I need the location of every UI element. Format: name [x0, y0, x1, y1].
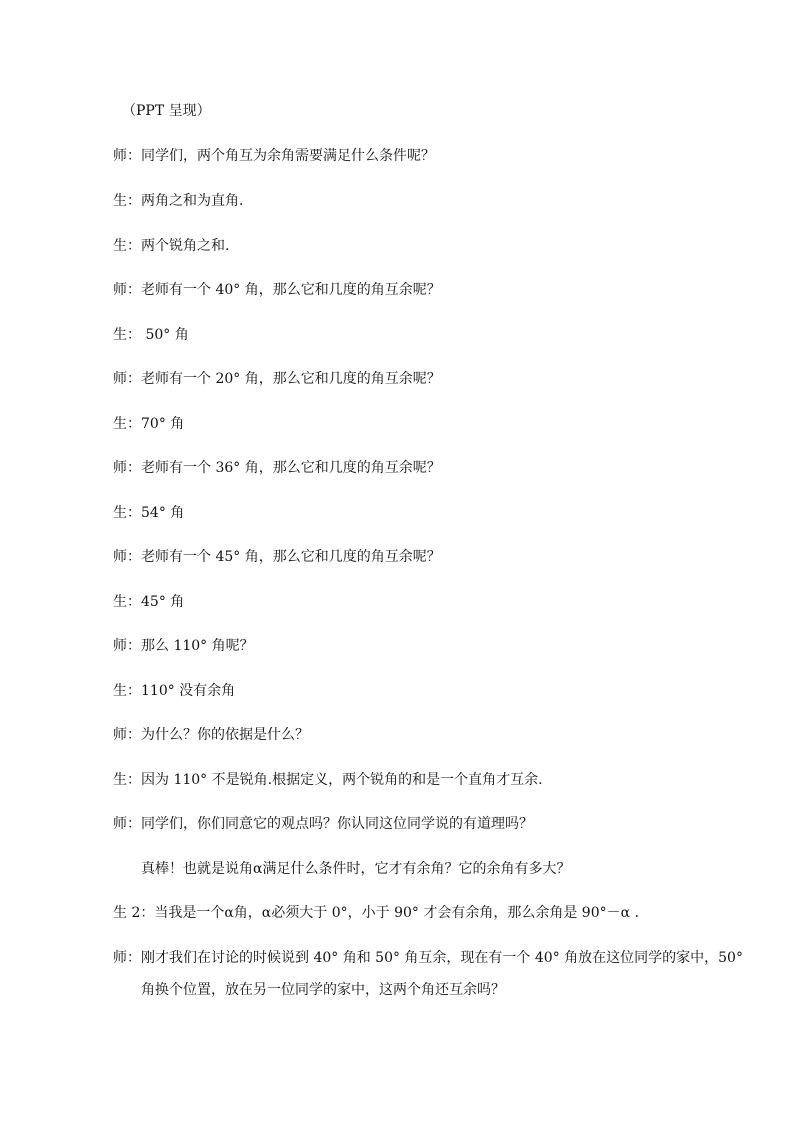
dialogue-line: 师：老师有一个 40° 角，那么它和几度的角互余呢？ — [113, 282, 441, 298]
dialogue-line-continuation: 角换个位置，放在另一位同学的家中，这两个角还互余吗？ — [141, 982, 505, 998]
dialogue-line: 真棒！也就是说角α满足什么条件时，它才有余角？它的余角有多大？ — [141, 861, 571, 877]
dialogue-line: 生 2：当我是一个α角，α必须大于 0°，小于 90° 才会有余角，那么余角是 90°－α . — [113, 905, 639, 921]
dialogue-line: 生：54° 角 — [113, 505, 185, 521]
ppt-caption: （PPT 呈现） — [122, 103, 211, 119]
dialogue-line: 师：同学们，你们同意它的观点吗？你认同这位同学说的有道理吗？ — [113, 816, 533, 832]
dialogue-line: 生：110° 没有余角 — [113, 683, 236, 699]
dialogue-line: 师：老师有一个 45° 角，那么它和几度的角互余呢？ — [113, 549, 441, 565]
dialogue-line: 师：同学们，两个角互为余角需要满足什么条件呢？ — [113, 148, 435, 164]
dialogue-line: 生：两角之和为直角. — [113, 193, 244, 209]
dialogue-line: 师：老师有一个 20° 角，那么它和几度的角互余呢？ — [113, 371, 441, 387]
dialogue-line: 师：为什么？你的依据是什么？ — [113, 727, 309, 743]
dialogue-line: 师：老师有一个 36° 角，那么它和几度的角互余呢？ — [113, 460, 441, 476]
dialogue-line: 生：70° 角 — [113, 416, 185, 432]
dialogue-line: 生： 50° 角 — [113, 327, 189, 343]
dialogue-line: 生：45° 角 — [113, 594, 185, 610]
dialogue-line: 师：那么 110° 角呢？ — [113, 638, 254, 654]
dialogue-line: 生：两个锐角之和. — [113, 238, 230, 254]
dialogue-line: 生：因为 110° 不是锐角.根据定义，两个锐角的和是一个直角才互余. — [113, 772, 543, 788]
dialogue-line: 师：刚才我们在讨论的时候说到 40° 角和 50° 角互余，现在有一个 40° 角放在这位同学的家中，50° — [113, 950, 743, 966]
